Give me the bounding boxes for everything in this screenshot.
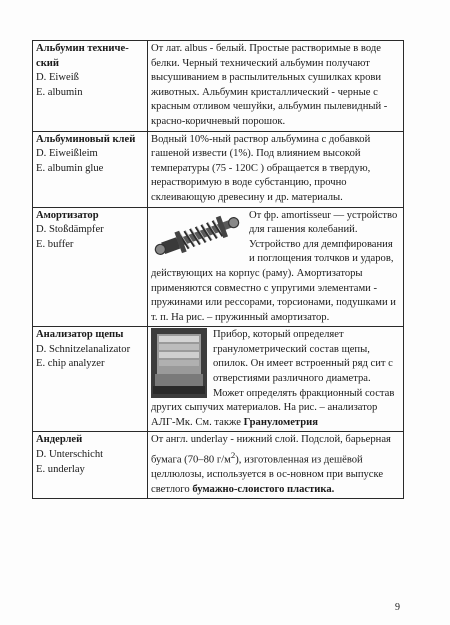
term-title: Андерлей bbox=[36, 434, 83, 446]
term-cell bbox=[33, 131, 148, 207]
term-german: D. Schnitzelanalizator bbox=[36, 343, 131, 355]
term-english: E. albumin bbox=[36, 86, 83, 98]
definition-text-cont: ), изготовленная из дешёвой целлюлозы, используется в ос-новном при выпуске светлого bbox=[151, 454, 384, 495]
term-english: E. buffer bbox=[36, 238, 74, 250]
table-row bbox=[33, 41, 404, 132]
term-german: D. Stoßdämpfer bbox=[36, 224, 104, 236]
shock-absorber-image bbox=[151, 211, 243, 261]
definition-text: От фр. amortisseur — устройство для гашения колебаний. Устройство для демпфирования и поглощения толчков и ударов, действующих на корпус (раму). Амортизаторы применяются совместно с упругими элементами - пружинами или рессорами, торсионами, подушками и т. п. На рис. – пружинный амортизатор. bbox=[151, 209, 398, 323]
term-german: D. Eiweißleim bbox=[36, 148, 98, 160]
table-row bbox=[33, 131, 404, 207]
definition-text: Прибор, который определяет гранулометрический состав щепы, опилок. Он имеет встроенный ряд сит с отверстиями различного диаметра. Может определять фракционный состав других сыпучих материалов. На рис. – анализатор АЛГ-Мк. См. также bbox=[151, 329, 395, 428]
term-english: E. underlay bbox=[36, 463, 85, 475]
table-row bbox=[33, 327, 404, 432]
definition-cell bbox=[148, 131, 404, 207]
page-number: 9 bbox=[395, 602, 400, 613]
definition-cell bbox=[148, 432, 404, 499]
table-row bbox=[33, 432, 404, 499]
cross-reference: бумажно-слоистого пластика. bbox=[192, 483, 335, 495]
term-title: Анализатор щепы bbox=[36, 329, 124, 341]
term-title: Альбумин техниче-ский bbox=[36, 43, 129, 69]
definition-text: От англ. underlay - нижний слой. Подслой, барьерная бумага (70–80 г/м bbox=[151, 434, 391, 466]
definition-cell bbox=[148, 327, 404, 432]
definition-text: Водный 10%-ный раствор альбумина с добавкой гашеной извести (1%). Под влиянием высокой температуры (75 - 120С ) обращается в твердую, нерастворимую в воде субстанцию, прочно склеивающую древесину и др. материалы. bbox=[151, 133, 371, 203]
term-english: E. chip analyzer bbox=[36, 358, 105, 370]
term-german: D. Eiweiß bbox=[36, 72, 79, 84]
term-cell bbox=[33, 207, 148, 327]
definition-text: От лат. albus - белый. Простые растворимые в воде белки. Черный технический альбумин получают высушиванием в распылительных сушилках крови животных. Альбумин кристаллический - черные с красным отливом чешуйки, альбумин пылевидный - красно-коричневый порошок. bbox=[151, 43, 388, 127]
cross-reference: Гранулометрия bbox=[243, 416, 318, 428]
superscript: 2 bbox=[230, 450, 236, 461]
term-title: Альбуминовый клей bbox=[36, 133, 136, 145]
term-german: D. Unterschicht bbox=[36, 449, 104, 461]
definition-cell bbox=[148, 41, 404, 132]
table-row bbox=[33, 207, 404, 327]
term-title: Амортизатор bbox=[36, 209, 99, 221]
chip-analyzer-image bbox=[151, 328, 207, 398]
term-cell bbox=[33, 327, 148, 432]
term-english: E. albumin glue bbox=[36, 162, 104, 174]
glossary-table bbox=[32, 40, 404, 499]
term-cell bbox=[33, 432, 148, 499]
definition-cell bbox=[148, 207, 404, 327]
term-cell bbox=[33, 41, 148, 132]
